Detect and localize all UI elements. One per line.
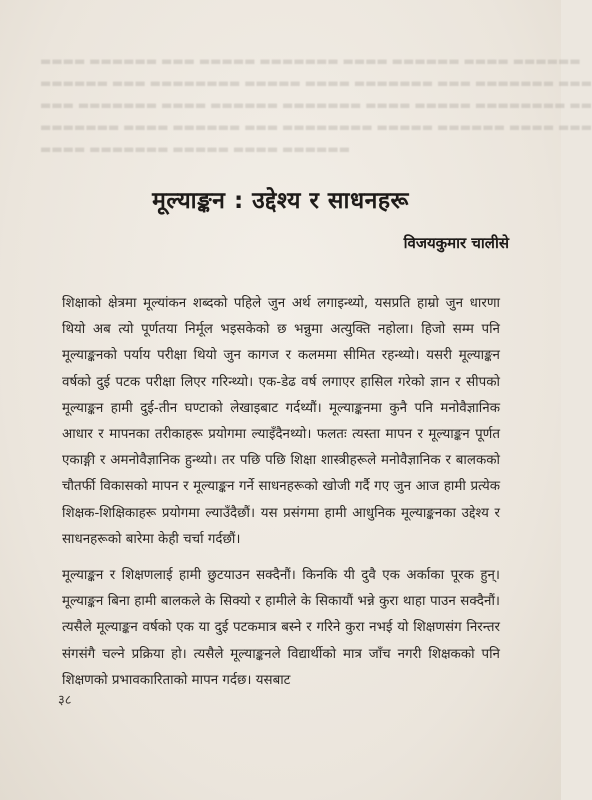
paragraph-1: शिक्षाको क्षेत्रमा मूल्यांकन शब्दको पहिले जुन अर्थ लगाइन्थ्यो, यसप्रति हाम्रो जुन धारणा थियो अब त्यो पूर्णतया निर्मूल भइसकेको छ भन्नुमा अत्युक्ति नहोला। हिजो सम्म पनि मूल्याङ्कनको पर्याय परीक्षा थियो जुन कागज र कलममा सीमित रहन्थ्यो। यसरी मूल्याङ्कन वर्षको दुई पटक परीक्षा लिएर गरिन्थ्यो। एक-डेढ वर्ष लगाएर हासिल गरेको ज्ञान र सीपको मूल्याङ्कन हामी दुई-तीन घण्टाको लेखाइबाट गर्दथ्यौं। मूल्याङ्कनमा कुनै पनि मनोवैज्ञानिक आधार र मापनका तरीकाहरू प्रयोगमा ल्याइँदैनथ्यो। फलतः त्यस्ता मापन र मूल्याङ्कन पूर्णत एकाङ्गी र अमनोवैज्ञानिक हुन्थ्यो। तर पछि पछि शिक्षा शास्त्रीहरूले मनोवैज्ञानिक र बालकको चौतर्फी विकासको मापन र मूल्याङ्कन गर्ने साधनहरूको खोजी गर्दै गए जुन आज हामी प्रत्येक शिक्षक-शिक्षिकाहरू प्रयोगमा ल्याउँदैछौं। यस प्रसंगमा हामी आधुनिक मूल्याङ्कनका उद्देश्य र साधनहरूको बारेमा केही चर्चा गर्दछौं। [62,296,500,547]
article-body [62,291,500,694]
article-title: मूल्याङ्कन : उद्देश्य र साधनहरू [152,188,409,214]
reverse-side-bleed-through: ▬▬▬▬ ▬▬▬▬▬▬ ▬▬▬ ▬▬▬▬▬ ▬▬▬▬▬▬▬ ▬▬▬▬ ▬▬▬▬▬▬ ▬▬▬▬ ▬▬▬▬▬▬ ▬▬▬▬▬▬ ▬▬▬ ▬▬▬▬▬▬▬▬ ▬▬▬▬▬ ▬▬▬▬ ▬▬▬▬▬▬▬ ▬▬▬ ▬▬▬▬▬▬▬ ▬▬▬ ▬▬▬ ▬▬▬▬▬▬▬ ▬▬▬▬ ▬▬▬▬▬▬ ▬▬▬▬▬▬▬ ▬▬▬▬ ▬▬▬▬▬ ▬▬▬▬▬▬▬▬ ▬▬ ▬▬▬▬▬▬▬ ▬▬▬▬ ▬▬▬▬▬▬ ▬▬▬ ▬▬▬▬▬▬▬▬ ▬▬▬▬▬ ▬▬▬▬▬▬ ▬▬▬▬ ▬▬▬ ▬▬▬▬ ▬▬▬▬▬▬▬ ▬▬▬▬▬ ▬▬▬▬ ▬▬▬▬▬▬ [40,54,592,156]
paragraph-2: मूल्याङ्कन र शिक्षणलाई हामी छुटयाउन सक्दैनौं। किनकि यी दुवै एक अर्काका पूरक हुन्। मूल्याङ्कन बिना हामी बालकले के सिक्यो र हामीले के सिकायौं भन्ने कुरा थाहा पाउन सक्दैनौं। त्यसैले मूल्याङ्कन वर्षको एक या दुई पटकमात्र बस्ने र गरिने कुरा नभई यो शिक्षणसंग निरन्तर संगसंगै चल्ने प्रक्रिया हो। त्यसैले मूल्याङ्कनले विद्यार्थीको मात्र जाँच नगरी शिक्षकको पनि शिक्षणको प्रभावकारिताको मापन गर्दछ। यसबाट [62,568,500,688]
author-name: विजयकुमार चालीसे [403,234,509,252]
page-number: ३८ [58,693,72,708]
